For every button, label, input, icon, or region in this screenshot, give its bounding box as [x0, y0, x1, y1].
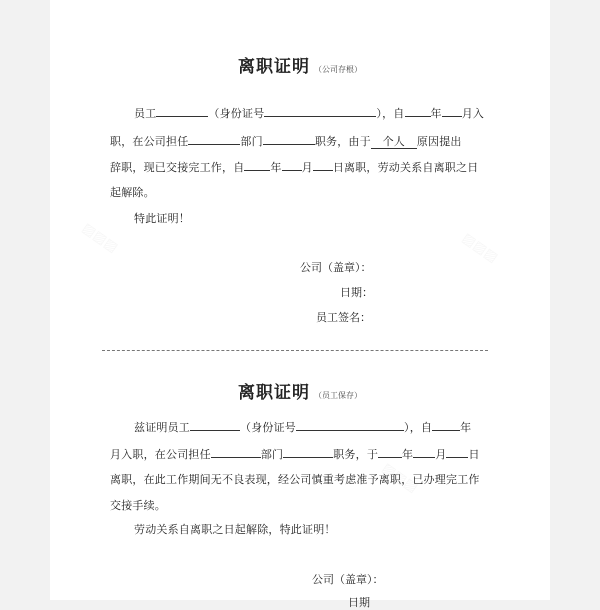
doc2-line-4: 交接手续。 — [110, 499, 166, 512]
department-blank — [283, 445, 333, 458]
leave-day-blank — [313, 158, 333, 171]
doc1-line-1 — [134, 104, 484, 121]
doc2-l2-text-a: 月入职，在公司担任 — [110, 448, 211, 461]
doc1-line-5: 特此证明！ — [134, 212, 190, 225]
leave-year-blank — [244, 158, 270, 171]
leave-day-blank — [446, 445, 468, 458]
leave-month-blank — [413, 445, 435, 458]
id-number-blank — [264, 104, 376, 117]
doc1-l1-text-e: 月入 — [461, 107, 485, 120]
doc2-l1-text-d: 年 — [460, 421, 472, 434]
reason-field: 个人 — [371, 136, 417, 149]
leave-month-blank — [282, 158, 302, 171]
doc2-title-row — [50, 378, 550, 403]
doc1-employee-signature: 员工签名： — [316, 311, 371, 324]
doc2-l1-text-b: （身份证号 — [240, 421, 296, 434]
doc2-l2-text-b: 部门 — [260, 448, 284, 461]
entry-month-blank — [442, 104, 462, 117]
entry-year-blank — [405, 104, 431, 117]
department-blank — [263, 132, 315, 145]
watermark — [79, 220, 121, 256]
doc1-line-3 — [110, 158, 478, 175]
doc2-l1-text-c: ），自 — [404, 421, 433, 434]
position-blank — [188, 132, 240, 145]
doc2-l2-text-c: 职务，于 — [333, 448, 379, 461]
entry-year-blank — [432, 418, 460, 431]
cut-line — [102, 350, 488, 351]
doc2-note: （员工保存） — [314, 391, 362, 400]
doc1-l3-text-a: 辞职，现已交接完工作，自 — [110, 161, 245, 174]
doc1-l1-text-d: 年 — [430, 107, 442, 120]
doc1-l2-text-c: 职务，由于 — [314, 135, 371, 148]
doc2-line-5: 劳动关系自离职之日起解除，特此证明！ — [134, 523, 336, 536]
watermark — [459, 230, 501, 266]
employee-name-blank — [190, 418, 240, 431]
doc2-l1-text-a: 兹证明员工 — [134, 421, 190, 434]
doc1-line-2 — [110, 132, 462, 149]
position-blank — [211, 445, 261, 458]
employee-name-blank — [156, 104, 208, 117]
doc1-l2-text-a: 职，在公司担任 — [110, 135, 189, 148]
doc1-l1-text-c: ），自 — [376, 107, 405, 120]
doc1-note: （公司存根） — [314, 65, 362, 74]
doc1-l2-text-b: 部门 — [240, 135, 263, 148]
doc1-l1-text-b: （身份证号 — [208, 107, 265, 120]
doc1-date: 日期： — [340, 286, 373, 299]
leave-year-blank — [378, 445, 402, 458]
doc2-l2-text-f: 日 — [468, 448, 480, 461]
doc2-l2-text-d: 年 — [402, 448, 414, 461]
doc1-l3-text-c: 月 — [301, 161, 313, 174]
doc2-l2-text-e: 月 — [435, 448, 447, 461]
doc1-l1-text-a: 员工 — [134, 107, 157, 120]
doc1-l3-text-b: 年 — [270, 161, 282, 174]
doc1-line-4: 起解除。 — [110, 186, 155, 199]
doc1-l2-text-d: 原因提出 — [416, 135, 462, 148]
doc2-line-3: 离职，在此工作期间无不良表现，经公司慎重考虑准予离职，已办理完工作 — [110, 473, 480, 486]
doc1-title: 离职证明 — [238, 57, 310, 77]
doc2-line-1 — [134, 418, 471, 435]
doc1-l3-text-d: 日离职，劳动关系自离职之日 — [332, 161, 479, 174]
doc1-title-row — [50, 52, 550, 77]
document-page — [50, 0, 550, 609]
doc2-company-seal: 公司（盖章）： — [312, 573, 384, 586]
doc2-title: 离职证明 — [238, 383, 310, 403]
doc2-date: 日期 — [348, 596, 370, 609]
doc1-company-seal: 公司（盖章）： — [300, 261, 372, 274]
doc2-line-2 — [110, 445, 480, 462]
id-number-blank — [296, 418, 404, 431]
